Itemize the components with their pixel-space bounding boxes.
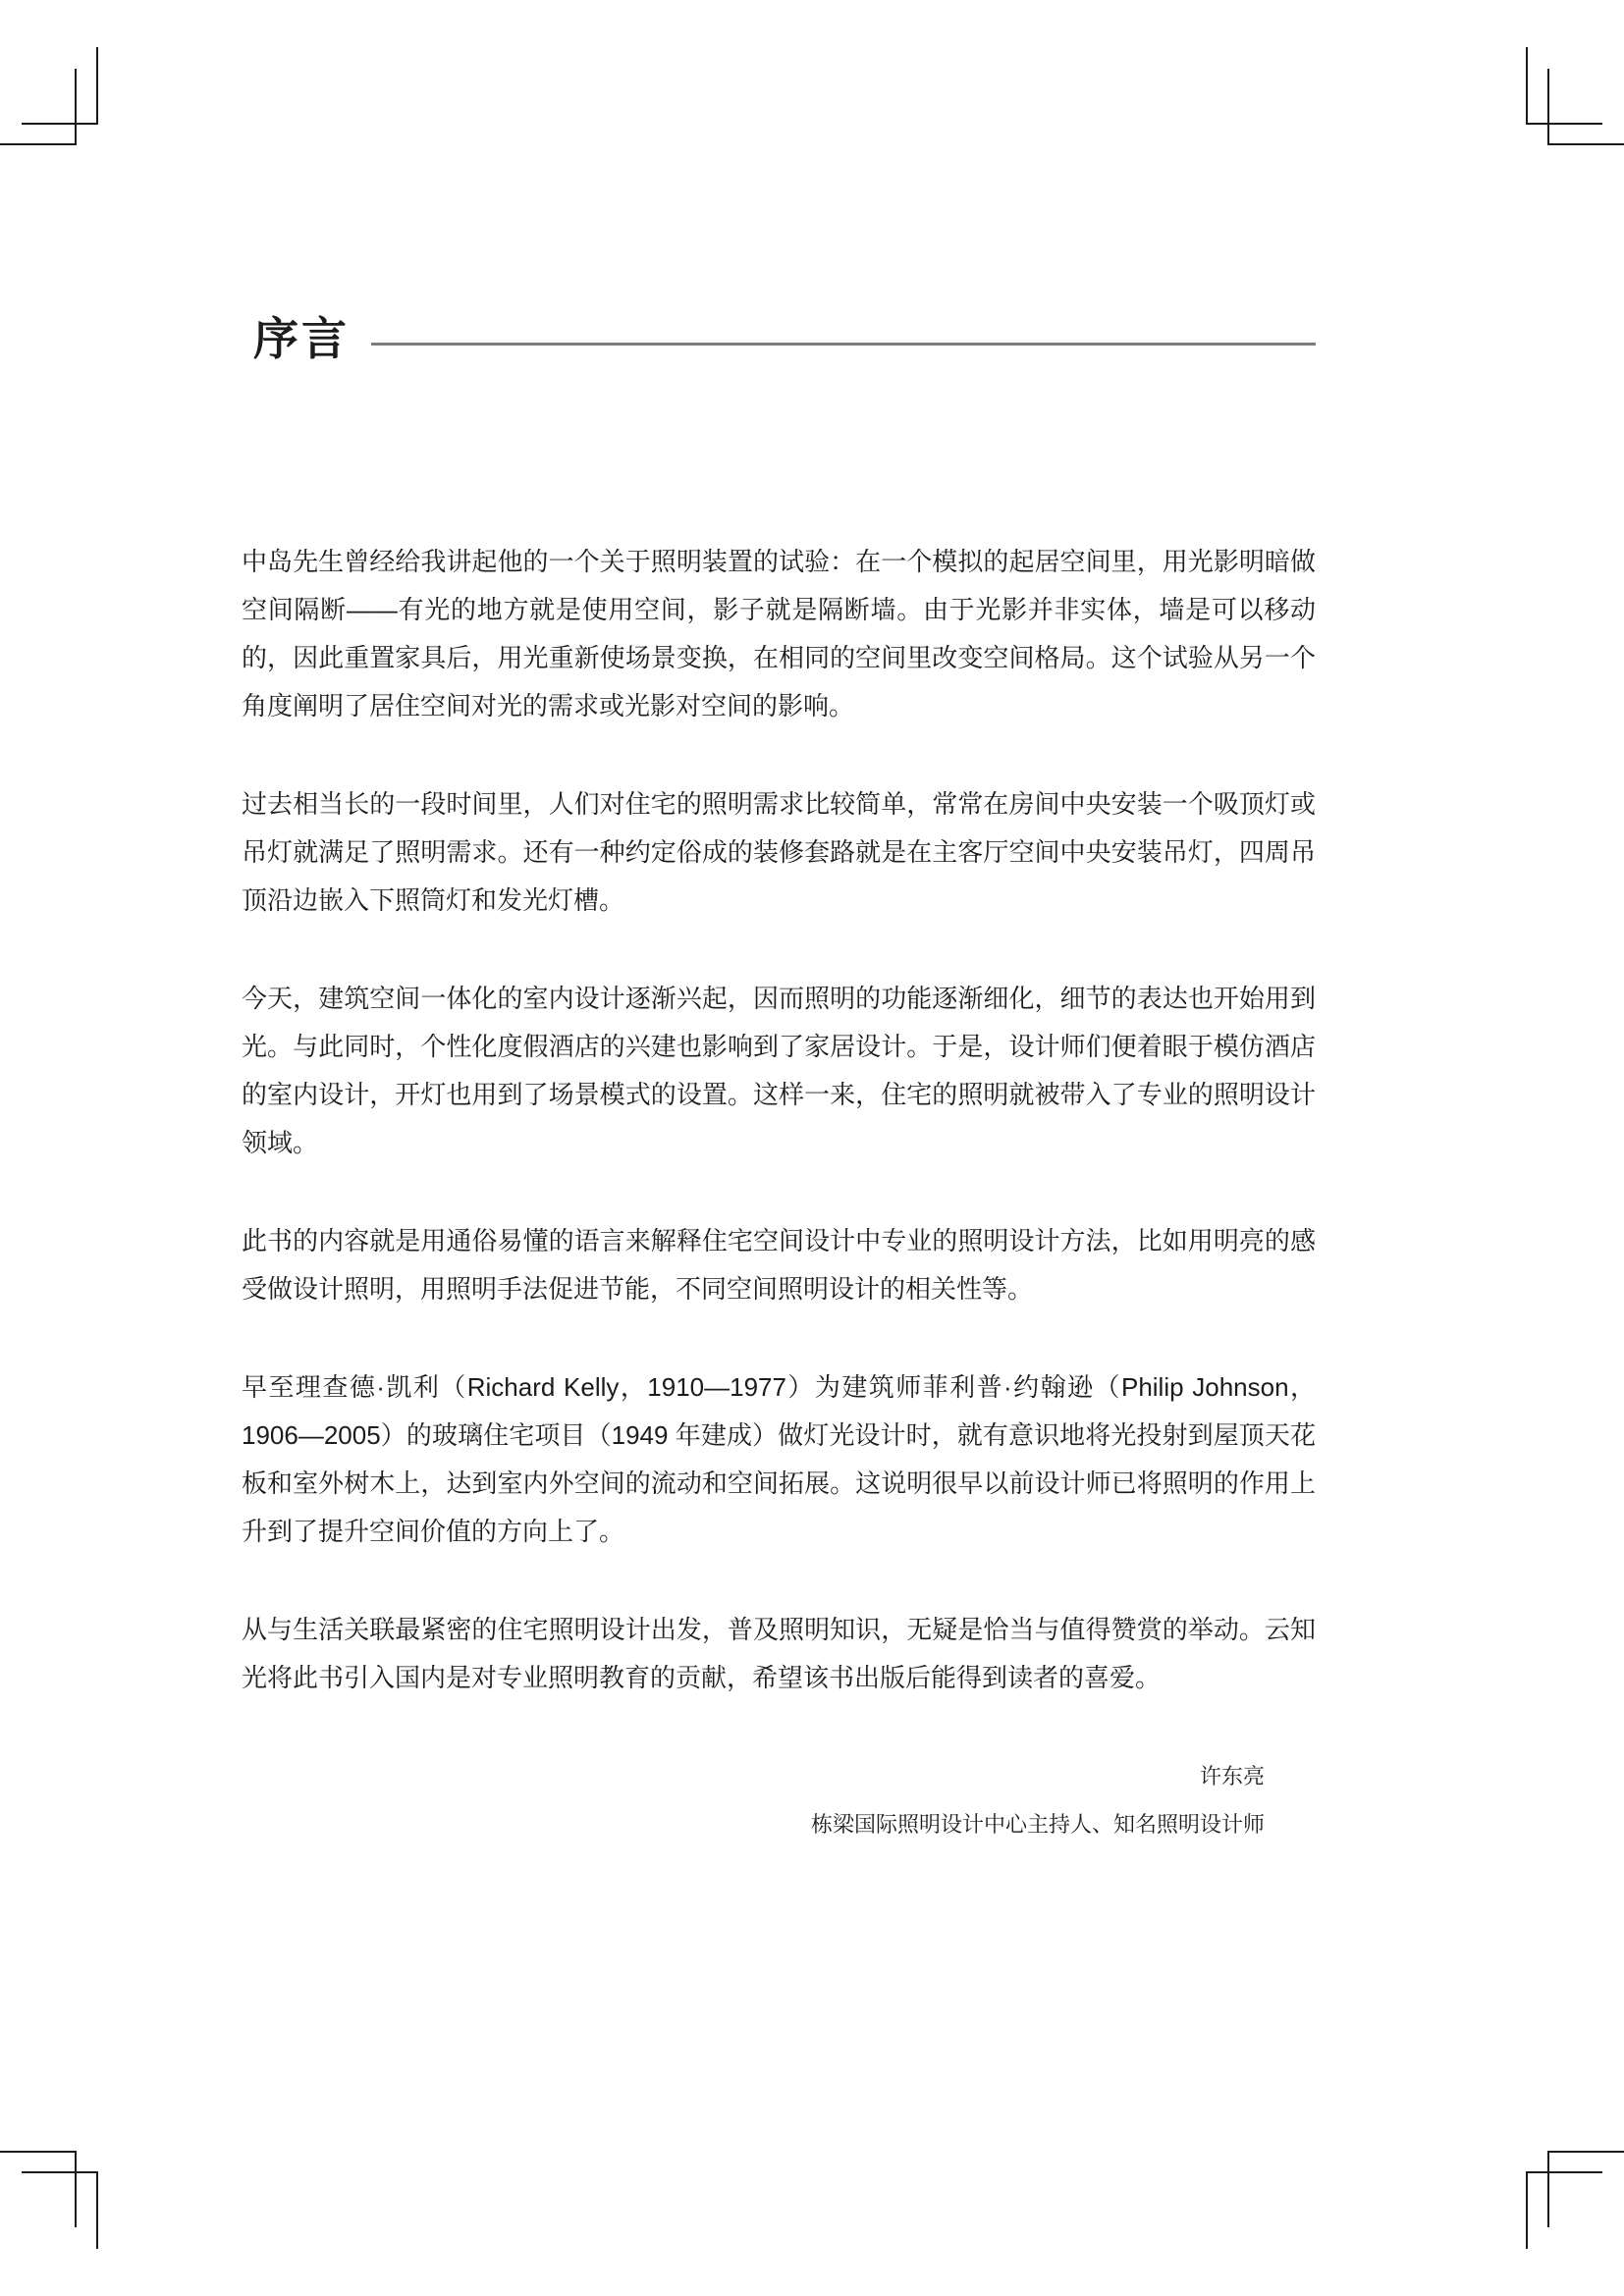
signature-name: 许东亮 <box>1199 1764 1265 1789</box>
signature-title: 栋梁国际照明设计中心主持人、知名照明设计师 <box>810 1812 1265 1837</box>
crop-mark-top-right-outer <box>1547 69 1624 145</box>
signature-block <box>242 1752 1316 1848</box>
title-rule <box>371 343 1316 346</box>
preface-paragraph-4: 此书的内容就是用通俗易懂的语言来解释住宅空间设计中专业的照明设计方法，比如用明亮的感受做设计照明，用照明手法促进节能，不同空间照明设计的相关性等。 <box>242 1226 1316 1304</box>
preface-paragraph-1: 中岛先生曾经给我讲起他的一个关于照明装置的试验：在一个模拟的起居空间里，用光影明暗做空间隔断——有光的地方就是使用空间，影子就是隔断墙。由于光影并非实体，墙是可以移动的，因此重置家具后，用光重新使场景变换，在相同的空间里改变空间格局。这个试验从另一个角度阐明了居住空间对光的需求或光影对空间的影响。 <box>242 547 1316 721</box>
preface-paragraph-6: 从与生活关联最紧密的住宅照明设计出发，普及照明知识，无疑是恰当与值得赞赏的举动。云知光将此书引入国内是对专业照明教育的贡献，希望该书出版后能得到读者的喜爱。 <box>242 1615 1316 1692</box>
preface-paragraph-3: 今天，建筑空间一体化的室内设计逐渐兴起，因而照明的功能逐渐细化，细节的表达也开始用到光。与此同时，个性化度假酒店的兴建也影响到了家居设计。于是，设计师们便着眼于模仿酒店的室内设计，开灯也用到了场景模式的设置。这样一来，住宅的照明就被带入了专业的照明设计领域。 <box>242 984 1316 1157</box>
page-title: 序言 <box>253 313 350 364</box>
preface-body <box>242 538 1316 1848</box>
crop-mark-bottom-left-outer <box>0 2151 77 2227</box>
preface-paragraph-2: 过去相当长的一段时间里，人们对住宅的照明需求比较简单，常常在房间中央安装一个吸顶灯或吊灯就满足了照明需求。还有一种约定俗成的装修套路就是在主客厅空间中央安装吊灯，四周吊顶沿边嵌入下照筒灯和发光灯槽。 <box>242 789 1316 915</box>
preface-paragraph-5: 早至理查德·凯利（Richard Kelly，1910—1977）为建筑师菲利普·约翰逊（Philip Johnson，1906—2005）的玻璃住宅项目（1949 年建成）做灯光设计时，就有意识地将光投射到屋顶天花板和室外树木上，达到室内外空间的流动和空间拓展。这说明很早以前设计师已将照明的作用上升到了提升空间价值的方向上了。 <box>242 1372 1316 1546</box>
crop-mark-bottom-right-outer <box>1547 2151 1624 2227</box>
crop-mark-top-left-outer <box>0 69 77 145</box>
